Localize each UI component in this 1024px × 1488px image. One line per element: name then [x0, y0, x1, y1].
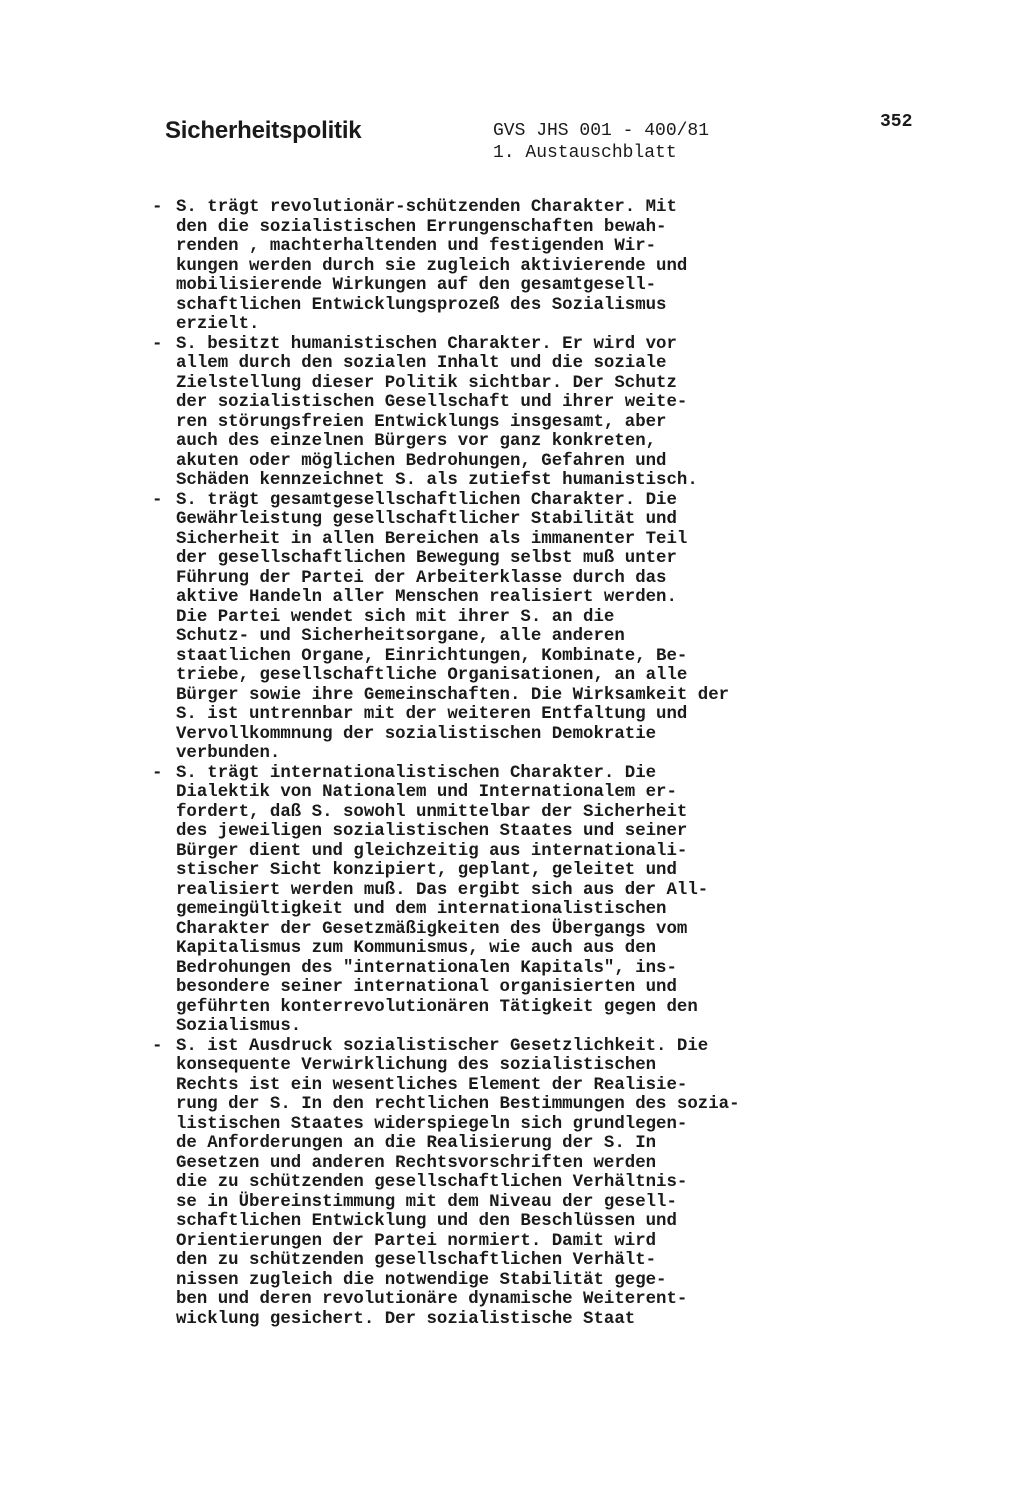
list-item	[152, 491, 812, 764]
paragraph	[176, 198, 687, 335]
text-line: Zielstellung dieser Politik sichtbar. Der Schutz	[176, 373, 677, 393]
paragraph	[176, 1037, 740, 1330]
text-line: se in Übereinstimmung mit dem Niveau der gesell-	[176, 1192, 677, 1212]
text-line: Schutz- und Sicherheitsorgane, alle anderen	[176, 627, 625, 646]
text-line: S. ist untrennbar mit der weiteren Entfaltung und	[176, 705, 688, 724]
text-line: des jeweiligen sozialistischen Staates und seiner	[176, 822, 688, 841]
text-line: ben und deren revolutionäre dynamische Weiterent-	[176, 1290, 688, 1309]
exchange-sheet-label: 1. Austauschblatt	[493, 143, 677, 163]
text-line: schaftlichen Entwicklungsprozeß des Sozialismus	[176, 295, 667, 315]
text-line: Führung der Partei der Arbeiterklasse durch das	[176, 568, 667, 588]
bullet-dash: -	[152, 1036, 163, 1056]
text-line: S. trägt internationalistischen Charakter. Die	[176, 763, 657, 783]
body-text	[152, 198, 812, 1329]
text-line: stischer Sicht konzipiert, geplant, geleitet und	[176, 861, 677, 880]
text-line: Gewährleistung gesellschaftlicher Stabilität und	[176, 510, 677, 529]
text-line: kungen werden durch sie zugleich aktivierende und	[176, 256, 688, 276]
text-line: der sozialistischen Gesellschaft und ihrer weite-	[176, 393, 688, 412]
list-item	[152, 1037, 812, 1330]
text-line: Sicherheit in allen Bereichen als immanenter Teil	[176, 529, 688, 549]
text-line: S. trägt gesamtgesellschaftlichen Charakter. Die	[176, 490, 677, 510]
text-line: besondere seiner international organisierten und	[176, 978, 677, 997]
text-line: S. besitzt humanistischen Charakter. Er wird vor	[176, 334, 677, 354]
text-line: S. ist Ausdruck sozialistischer Gesetzlichkeit. Die	[176, 1036, 709, 1056]
text-line: renden , machterhaltenden und festigenden Wir-	[176, 237, 657, 256]
list-item	[152, 335, 812, 491]
text-line: mobilisierende Wirkungen auf den gesamtgesell-	[176, 276, 657, 295]
bullet-dash: -	[152, 198, 163, 217]
text-line: realisiert werden muß. Das ergibt sich aus der All-	[176, 880, 709, 900]
bullet-dash: -	[152, 763, 163, 783]
text-line: Vervollkommnung der sozialistischen Demokratie	[176, 724, 657, 744]
text-line: allem durch den sozialen Inhalt und die soziale	[176, 354, 667, 373]
bullet-dash: -	[152, 334, 163, 354]
text-line: gemeingültigkeit und dem internationalistischen	[176, 900, 667, 919]
text-line: triebe, gesellschaftliche Organisationen, an alle	[176, 666, 688, 685]
classification-number: GVS JHS 001 - 400/81	[493, 121, 710, 141]
text-line: konsequente Verwirklichung des sozialistischen	[176, 1056, 657, 1075]
text-line: fordert, daß S. sowohl unmittelbar der Sicherheit	[176, 802, 688, 822]
page-number: 352	[880, 112, 913, 132]
text-line: listischen Staates widerspiegeln sich grundlegen-	[176, 1114, 688, 1134]
text-line: Schäden kennzeichnet S. als zutiefst humanistisch.	[176, 471, 698, 490]
section-title: Sicherheitspolitik	[165, 117, 362, 144]
text-line: akuten oder möglichen Bedrohungen, Gefahren und	[176, 451, 667, 471]
text-line: den zu schützenden gesellschaftlichen Verhält-	[176, 1251, 657, 1270]
list-item	[152, 764, 812, 1037]
text-line: den die sozialistischen Errungenschaften bewah-	[176, 217, 667, 237]
text-line: schaftlichen Entwicklung und den Beschlüssen und	[176, 1212, 677, 1231]
paragraph	[176, 335, 698, 491]
text-line: Sozialismus.	[176, 1017, 302, 1036]
text-line: Bürger dient und gleichzeitig aus internationali-	[176, 841, 688, 861]
text-line: die zu schützenden gesellschaftlichen Verhältnis-	[176, 1173, 688, 1192]
text-line: geführten konterrevolutionären Tätigkeit gegen den	[176, 997, 698, 1017]
text-line: Dialektik von Nationalem und Internationalem er-	[176, 783, 677, 802]
text-line: erzielt.	[176, 315, 260, 334]
text-line: S. trägt revolutionär-schützenden Charakter. Mit	[176, 198, 677, 217]
text-line: rung der S. In den rechtlichen Bestimmungen des sozia-	[176, 1095, 740, 1114]
bullet-dash: -	[152, 490, 163, 510]
text-line: Orientierungen der Partei normiert. Damit wird	[176, 1231, 657, 1251]
text-line: nissen zugleich die notwendige Stabilität gege-	[176, 1270, 667, 1290]
text-line: Rechts ist ein wesentliches Element der Realisie-	[176, 1075, 688, 1095]
text-line: Die Partei wendet sich mit ihrer S. an die	[176, 607, 615, 627]
paragraph	[176, 764, 708, 1037]
text-line: Gesetzen und anderen Rechtsvorschriften werden	[176, 1153, 657, 1173]
text-line: Kapitalismus zum Kommunismus, wie auch aus den	[176, 939, 657, 958]
text-line: aktive Handeln aller Menschen realisiert werden.	[176, 588, 677, 607]
list-item	[152, 198, 812, 335]
text-line: de Anforderungen an die Realisierung der S. In	[176, 1134, 657, 1153]
text-line: verbunden.	[176, 744, 281, 763]
text-line: staatlichen Organe, Einrichtungen, Kombinate, Be-	[176, 646, 688, 666]
text-line: Bedrohungen des "internationalen Kapitals", ins-	[176, 958, 677, 978]
text-line: auch des einzelnen Bürgers vor ganz konkreten,	[176, 432, 657, 451]
text-line: wicklung gesichert. Der sozialistische Staat	[176, 1309, 636, 1329]
paragraph	[176, 491, 729, 764]
classification-block	[493, 120, 709, 164]
text-line: Bürger sowie ihre Gemeinschaften. Die Wirksamkeit der	[176, 685, 730, 705]
text-line: der gesellschaftlichen Bewegung selbst muß unter	[176, 549, 677, 568]
text-line: Charakter der Gesetzmäßigkeiten des Übergangs vom	[176, 919, 688, 939]
text-line: ren störungsfreien Entwicklungs insgesamt, aber	[176, 412, 667, 432]
